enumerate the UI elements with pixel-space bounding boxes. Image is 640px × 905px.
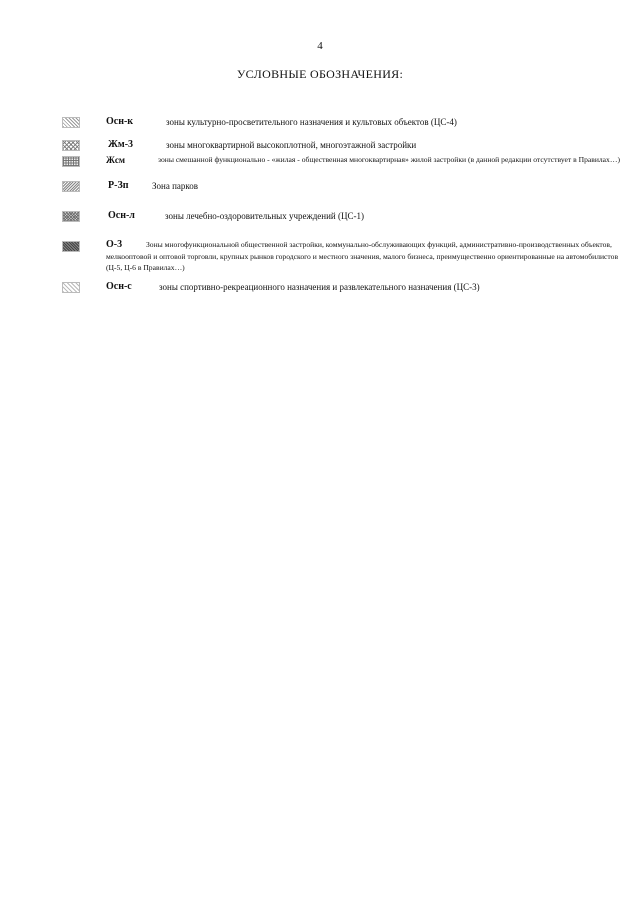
legend-swatch-osn-s — [62, 282, 80, 293]
legend-code: Осн-л — [108, 210, 135, 221]
legend-item-zhm-3 — [62, 139, 622, 153]
legend-item-o-3 — [62, 239, 622, 275]
legend-swatch-zhsm — [62, 156, 80, 167]
legend-item-zhsm — [62, 155, 622, 179]
legend-item-osn-l — [62, 210, 622, 224]
legend-code: Осн-к — [106, 116, 134, 127]
legend-code: Жм-3 — [108, 139, 134, 150]
legend-description: зоны смешанной функционально - «жилая - общественная многоквартирная» жилой застройки (в данной редакции отсутствует в Правилах…) — [158, 155, 620, 164]
legend-item-osn-k — [62, 116, 622, 130]
page-number: 4 — [317, 40, 323, 52]
legend-description: Зона парков — [152, 181, 199, 191]
legend-description: Зоны многофункциональной общественной застройки, коммунально-обслуживающих функций, административно-производственных объектов, мелкооптовой и оптовой торговли, крупных рынков городского и местного значения, малого бизнеса, преимущественно ориентированные на автомобилистов (Ц-5, Ц-6 в Правилах…) — [106, 240, 619, 272]
legend-swatch-osn-l — [62, 211, 80, 222]
legend-description: зоны лечебно-оздоровительных учреждений (ЦС-1) — [165, 211, 364, 221]
page-heading: УСЛОВНЫЕ ОБОЗНАЧЕНИЯ: — [236, 67, 404, 81]
legend-description: зоны культурно-просветительного назначения и культовых объектов (ЦС-4) — [166, 117, 457, 127]
legend-item-r-zp — [62, 180, 622, 194]
legend-swatch-zhm-3 — [62, 140, 80, 151]
legend-code: О-3 — [106, 239, 123, 250]
legend-description: зоны спортивно-рекреационного назначения и развлекательного назначения (ЦС-3) — [159, 282, 480, 292]
legend-code: Жсм — [106, 155, 126, 165]
legend-description: зоны многоквартирной высокоплотной, многоэтажной застройки — [166, 140, 417, 150]
legend-item-osn-s — [62, 281, 622, 295]
legend-swatch-r-zp — [62, 181, 80, 192]
legend-code: Осн-с — [106, 281, 132, 292]
legend-code: Р-Зп — [108, 180, 129, 191]
legend-swatch-osn-k — [62, 117, 80, 128]
legend-swatch-o-3 — [62, 241, 80, 252]
